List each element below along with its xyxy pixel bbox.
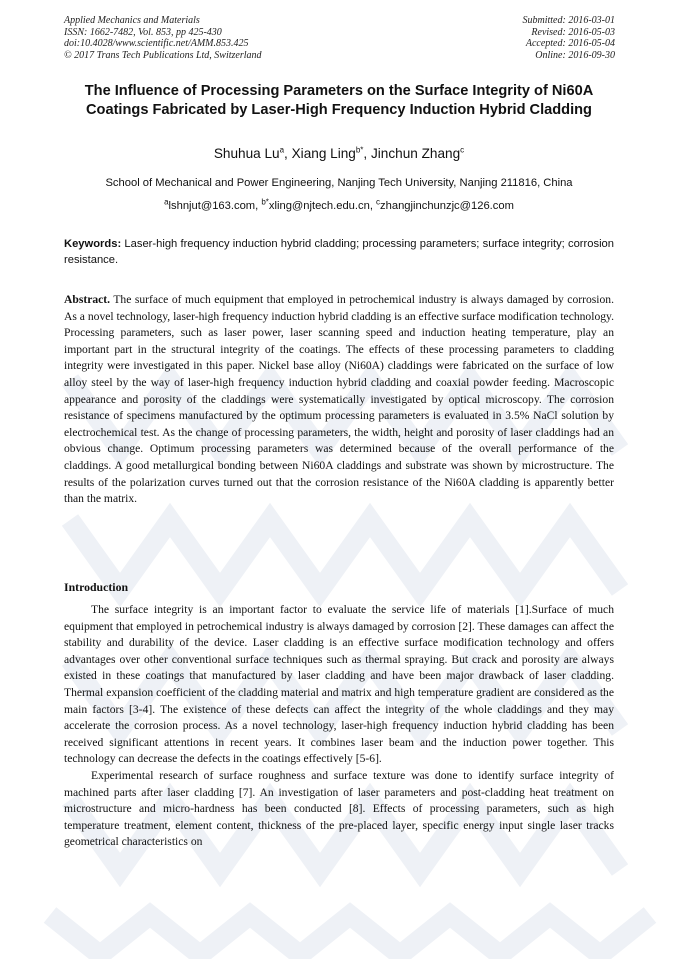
date-online: Online: 2016-09-30 xyxy=(535,49,615,61)
email-address: xling@njtech.edu.cn xyxy=(268,200,370,212)
journal-copyright: © 2017 Trans Tech Publications Ltd, Switzerland xyxy=(64,49,262,61)
introduction-body xyxy=(64,602,614,851)
author-emails xyxy=(0,199,678,213)
journal-issn: ISSN: 1662-7482, Vol. 853, pp 425-430 xyxy=(64,26,222,38)
author-affil-mark: a xyxy=(279,145,285,155)
submission-dates xyxy=(523,15,616,61)
author-name: Jinchun Zhang xyxy=(370,146,461,161)
email-mark: a xyxy=(164,197,169,207)
author-separator: , xyxy=(363,146,371,161)
author-affil-mark: c xyxy=(460,145,465,155)
abstract xyxy=(64,292,614,508)
email-address: zhangjinchunzjc@126.com xyxy=(380,200,514,212)
author-list xyxy=(0,145,678,163)
journal-name: Applied Mechanics and Materials xyxy=(64,15,200,26)
journal-info xyxy=(64,15,262,61)
paper-title: The Influence of Processing Parameters on the Surface Integrity of Ni60A Coatings Fabricated by Laser-High Frequency Induction Hybrid Cladding xyxy=(84,83,594,118)
author-separator: , xyxy=(284,146,292,161)
keywords xyxy=(64,236,614,269)
journal-doi: doi:10.4028/www.scientific.net/AMM.853.425 xyxy=(64,38,249,50)
date-revised: Revised: 2016-05-03 xyxy=(531,26,615,38)
paragraph: The surface integrity is an important factor to evaluate the service life of materials [1].Surface of much equipment that employed in petrochemical industry is always damaged by corrosion [2]. These damages can affect the stability and durability of the device. Laser cladding is an effective surface modification technology and offers advantages over other conventional surface techniques such as thermal spraying. But crack and porosity are always existed in these coatings that manufactured by laser cladding and have been major drawback of laser cladding. Thermal expansion coefficient of the cladding material and matrix and high temperature gradient are considered as the main factors [3-4]. The existence of these defects can affect the integrity of the whole claddings and they may accelerate the corrosion process. As a novel technology, laser-high frequency induction hybrid cladding has been received significant attentions in recent years. It combines laser beam and the induction power together. This technology can decrease the defects in the coatings effectively [5-6]. xyxy=(64,603,614,766)
abstract-text: The surface of much equipment that employed in petrochemical industry is always damaged by corrosion. As a novel technology, laser-high frequency induction hybrid cladding is an effective surface modification technology. Processing parameters, such as laser power, laser scanning speed and induction heating temperature, play an important part in the structural integrity of the coatings. The effects of these processing parameters to cladding integrity were investigated in this paper. Nickel base alloy (Ni60A) claddings were fabricated on the surface of low alloy steel by the way of laser-high frequency induction hybrid cladding and coaxial powder feeding. Macroscopic appearance and porosity of the claddings were systematically investigated by optical microscopy. The corrosion resistance of specimens manufactured by the optimum processing parameters is evaluated in 3.5% NaCl solution by electrochemical test. As the change of processing parameters, the width, height and porosity of laser claddings had an obvious change. Optimum processing parameters was determined because of the overall performance of the claddings. A good metallurgical bonding between Ni60A claddings and substrate was shown by microstructure. The results of the polarization curves turned out that the corrosion resistance of the Ni60A cladding is apparently better than the matrix. xyxy=(64,293,614,506)
email-separator: , xyxy=(255,200,262,212)
email-mark: c xyxy=(376,197,381,207)
author-name: Xiang Ling xyxy=(291,146,356,161)
abstract-label: Abstract. xyxy=(64,293,111,306)
section-heading-introduction: Introduction xyxy=(64,580,129,594)
date-submitted: Submitted: 2016-03-01 xyxy=(522,15,615,26)
author-name: Shuhua Lu xyxy=(213,146,280,161)
author-affil-mark: b* xyxy=(355,145,364,155)
email-separator: , xyxy=(369,200,377,212)
keywords-label: Keywords: xyxy=(64,238,122,250)
affiliation: School of Mechanical and Power Engineering, Nanjing Tech University, Nanjing 211816, China xyxy=(105,177,573,189)
keywords-text: Laser-high frequency induction hybrid cladding; processing parameters; surface integrity; corrosion resistance. xyxy=(64,238,614,267)
date-accepted: Accepted: 2016-05-04 xyxy=(525,38,615,50)
email-mark: b* xyxy=(261,197,269,207)
email-address: lshnjut@163.com xyxy=(168,200,256,212)
paragraph: Experimental research of surface roughness and surface texture was done to identify surface integrity of machined parts after laser cladding [7]. An investigation of laser parameters and post-cladding heat treatment on microstructure and micro-hardness has been conducted [8]. Effects of processing parameters, such as high temperature treatment, element content, thickness of the pre-placed layer, specific energy input single laser tracks geometrical characteristics on xyxy=(64,768,614,849)
